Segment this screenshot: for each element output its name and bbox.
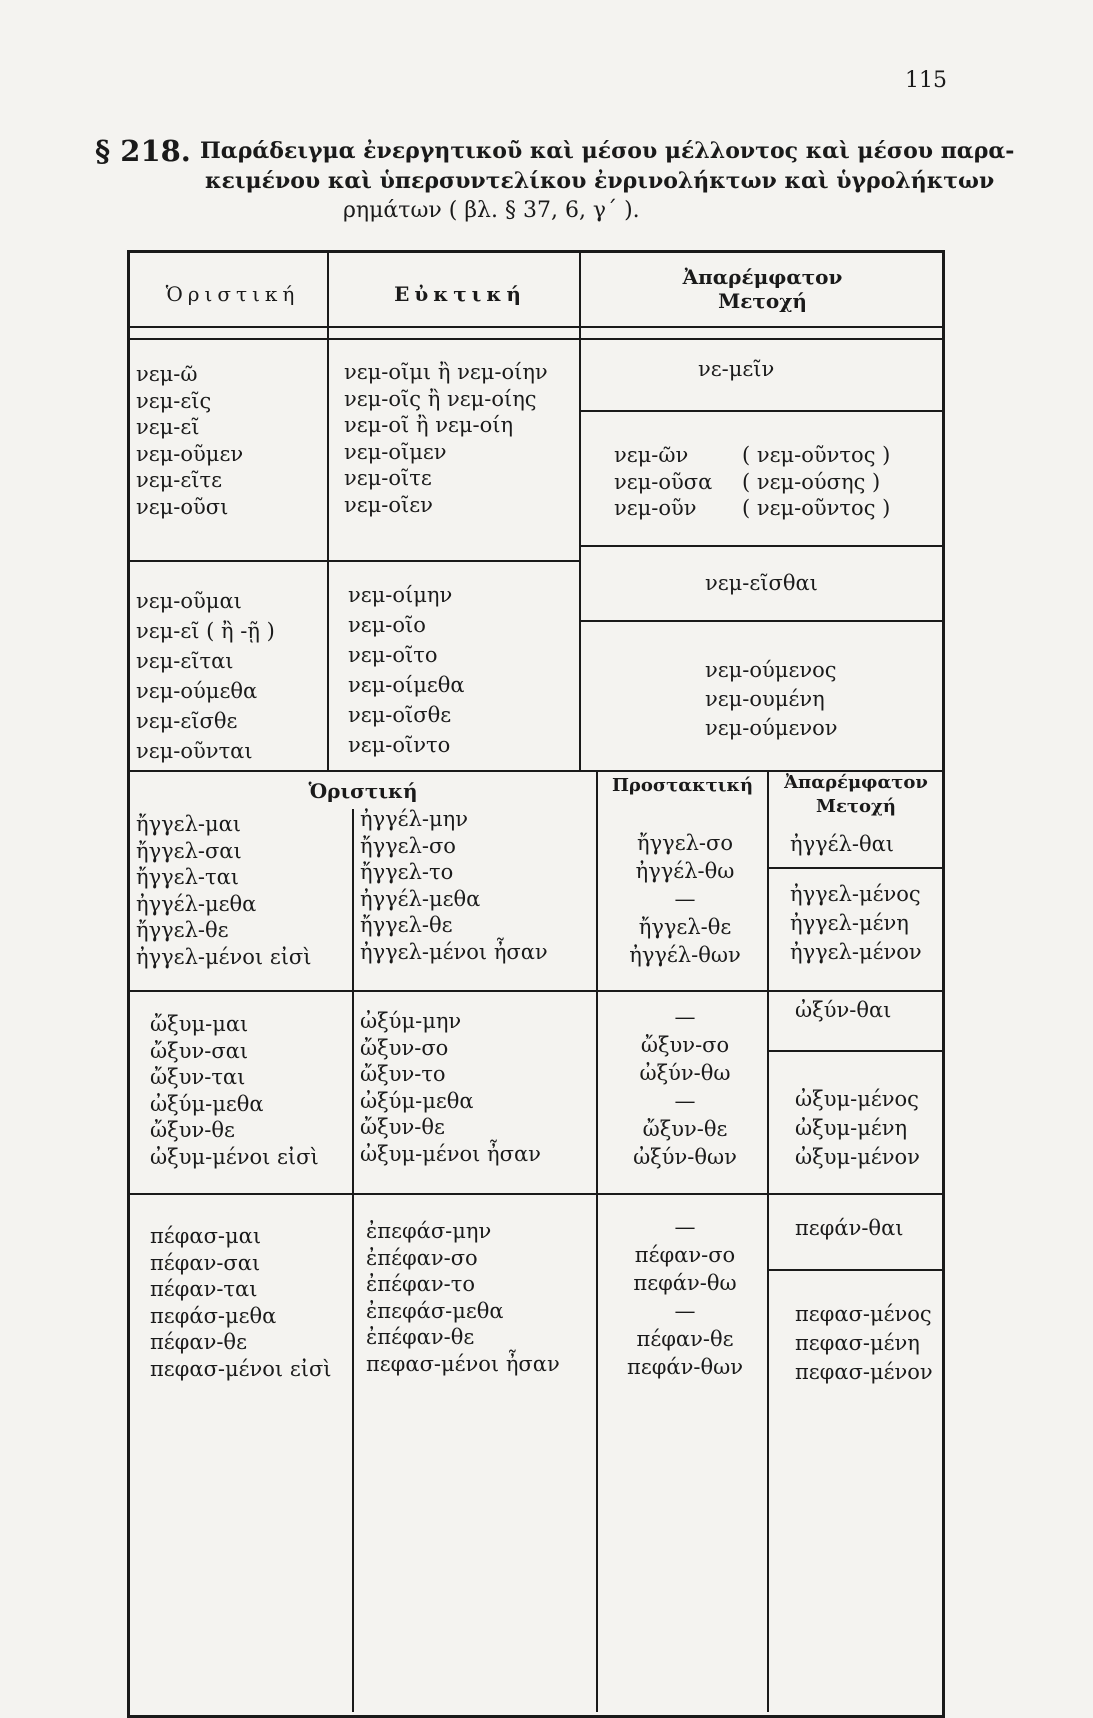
form: νεμ-οῦμαι — [136, 589, 242, 613]
form: ἠγγελ-μένοι εἰσὶ — [136, 944, 312, 969]
form: νεμ-οῦμεν — [136, 441, 244, 466]
form: νεμ-οῖεν — [344, 492, 433, 517]
form: νεμ-οίμην — [348, 583, 453, 607]
form: νεμ-οῦν — [614, 496, 697, 520]
form: ὠξύμ-μην — [360, 1009, 462, 1033]
form: ὤξυν-σαι — [150, 1038, 249, 1063]
form: νεμ-οῖο — [348, 613, 426, 637]
form: πεφάν-θων — [627, 1355, 743, 1379]
form: — — [674, 887, 696, 911]
form: ἤγγελ-σο — [360, 833, 456, 858]
form: ἐπέφαν-θε — [366, 1325, 475, 1349]
form: νεμ-ούμεθα — [136, 679, 258, 703]
form: ὠξύμ-μεθα — [150, 1091, 264, 1116]
form: πέφαν-σαι — [150, 1250, 261, 1275]
header-aparemfaton: Ἀπαρέμφατον — [682, 265, 843, 289]
header-metochi: Μετοχή — [718, 289, 807, 313]
form: νεμ-εῖς — [136, 388, 212, 413]
form: — — [674, 1005, 696, 1029]
form: ( νεμ-οῦντος ) — [742, 496, 891, 520]
form: ὠξυμ-μένον — [795, 1145, 920, 1169]
form: νεμ-εῖται — [136, 649, 234, 673]
header-prostaktiki: Προστακτική — [611, 775, 754, 796]
perfect-block-1-indicative — [136, 811, 312, 970]
perfect-block-1-participle — [790, 880, 922, 967]
form: ὠξύμ-μεθα — [360, 1088, 474, 1113]
heading-line-1: Παράδειγμα ἐνεργητικοῦ καὶ μέσου μέλλοντος καὶ μέσου παρα- — [200, 138, 1015, 164]
form: ὤξυν-θε — [642, 1117, 728, 1141]
future-active-indicative — [136, 361, 243, 520]
form: ( νεμ-ούσης ) — [742, 469, 881, 494]
form: νεμ-οῖ ἢ νεμ-οίη — [344, 413, 514, 437]
perfect-block-3-infinitive: πεφάν-θαι — [795, 1216, 904, 1240]
header-oristiki: Ὁριστική — [165, 282, 300, 306]
form: ἠγγέλ-μεθα — [360, 886, 481, 911]
form: ὠξύν-θων — [633, 1145, 737, 1169]
form: ὤξυν-θε — [150, 1118, 235, 1142]
form: ὤξυν-το — [360, 1062, 446, 1086]
form: ὠξυμ-μένος — [795, 1087, 919, 1111]
perfect-block-1-imperative — [620, 801, 750, 969]
form: νεμ-οῖτο — [348, 643, 438, 667]
form: πεφασ-μένοι ἦσαν — [366, 1351, 560, 1376]
future-middle-participle — [705, 656, 838, 743]
form: ὤξυμ-μαι — [150, 1012, 249, 1036]
form: νεμ-οῖμι ἢ νεμ-οίην — [344, 360, 548, 384]
heading-line-2: κειμένου καὶ ὑπερσυντελίκου ἐνρινολήκτων καὶ ὑγρολήκτων — [205, 168, 995, 194]
form: ἐπέφαν-σο — [366, 1245, 478, 1270]
form: ἤγγελ-ται — [136, 865, 240, 889]
form: ( νεμ-οῦντος ) — [742, 443, 891, 467]
form — [620, 801, 750, 829]
form: ὤξυν-σο — [640, 1033, 730, 1057]
form: νεμ-ῶ — [136, 362, 198, 386]
perfect-block-3-participle — [795, 1300, 933, 1387]
form: πεφασ-μένοι εἰσὶ — [150, 1356, 332, 1381]
form: ὠξυμ-μένοι ἦσαν — [360, 1141, 541, 1166]
future-middle-optative — [348, 580, 465, 760]
form: νεμ-οίμεθα — [348, 673, 465, 697]
form: ἤγγελ-θε — [136, 918, 229, 942]
perfect-block-3-imperative — [620, 1213, 750, 1381]
form: πέφασ-μαι — [150, 1224, 262, 1248]
form: πεφασ-μένη — [795, 1331, 920, 1355]
form: νεμ-οῦνται — [136, 739, 253, 763]
form: ἤγγελ-σαι — [136, 838, 242, 863]
form: πέφαν-θε — [636, 1327, 734, 1351]
form: ὠξύν-θω — [639, 1061, 731, 1085]
form: — — [674, 1089, 696, 1113]
form: ἐπεφάσ-μεθα — [366, 1298, 504, 1323]
form: νεμ-οῦσα — [614, 469, 713, 494]
heading-line-3: ρημάτων ( βλ. § 37, 6, γ΄ ). — [343, 198, 640, 223]
form: ὠξυμ-μένοι εἰσὶ — [150, 1144, 319, 1169]
form: ἠγγελ-μένον — [790, 940, 922, 964]
future-middle-indicative — [136, 586, 275, 766]
form: ἤγγελ-θε — [360, 913, 453, 937]
future-middle-infinitive: νεμ-εῖσθαι — [705, 571, 818, 595]
form: ὤξυν-θε — [360, 1115, 445, 1139]
perfect-block-2-indicative — [150, 1011, 319, 1170]
form: πεφάσ-μεθα — [150, 1303, 277, 1328]
form: ἠγγέλ-θων — [629, 943, 741, 967]
form: ὤξυν-σο — [360, 1035, 449, 1060]
conjugation-table — [127, 250, 945, 1718]
future-active-participle-genitive — [742, 442, 890, 522]
form: νεμ-οῖτε — [344, 466, 432, 490]
form: ἤγγελ-θε — [638, 915, 732, 939]
form: — — [674, 1215, 696, 1239]
section-number: § 218. — [95, 134, 191, 168]
perfect-block-3-indicative — [150, 1223, 332, 1382]
form: ἠγγελ-μένοι ἦσαν — [360, 939, 548, 964]
form: ἠγγελ-μένη — [790, 911, 909, 935]
form: ἠγγέλ-μεθα — [136, 891, 257, 916]
form: ἠγγέλ-θω — [635, 859, 735, 883]
perfect-block-3-pluperfect — [366, 1218, 560, 1377]
perfect-block-2-imperative — [620, 1003, 750, 1171]
future-active-optative — [344, 359, 548, 518]
form: νεμ-εῖσθε — [136, 709, 238, 733]
form: ἤγγελ-μαι — [136, 812, 242, 836]
form: ἠγγελ-μένος — [790, 882, 921, 906]
form: νεμ-εῖτε — [136, 468, 222, 492]
form: ἠγγέλ-μην — [360, 807, 468, 831]
form: πέφαν-ται — [150, 1277, 258, 1301]
form: νεμ-ούμενον — [705, 716, 838, 740]
form: ὤξυν-ται — [150, 1065, 246, 1089]
header-efktiki: Εὐκτική — [394, 282, 526, 306]
future-active-infinitive: νε-μεῖν — [698, 357, 775, 381]
form: νεμ-οῖντο — [348, 733, 451, 757]
perfect-block-1-pluperfect — [360, 806, 548, 965]
form: πεφασ-μένον — [795, 1360, 933, 1384]
form: νεμ-ουμένη — [705, 687, 825, 711]
header-oristiki-perfect: Ὁριστική — [308, 779, 418, 803]
perfect-block-2-infinitive: ὠξύν-θαι — [795, 998, 892, 1022]
future-active-participle — [614, 442, 712, 522]
form: νεμ-οῦσι — [136, 494, 229, 519]
form: ἤγγελ-σο — [637, 831, 733, 855]
perfect-block-2-pluperfect — [360, 1008, 541, 1167]
perfect-block-2-participle — [795, 1085, 920, 1172]
form: νεμ-ούμενος — [705, 658, 837, 682]
form: πέφαν-θε — [150, 1330, 247, 1354]
page-number: 115 — [905, 68, 947, 93]
form: νεμ-οῖμεν — [344, 439, 447, 464]
form: ἐπέφαν-το — [366, 1272, 475, 1296]
form: νεμ-οῖσθε — [348, 703, 452, 727]
form: νεμ-οῖς ἢ νεμ-οίης — [344, 386, 537, 411]
form: νεμ-εῖ ( ἢ -ῇ ) — [136, 619, 275, 643]
form: πεφασ-μένος — [795, 1302, 932, 1326]
form: ὠξυμ-μένη — [795, 1116, 908, 1140]
form: πεφάν-θω — [633, 1271, 737, 1295]
form: νεμ-ῶν — [614, 443, 689, 467]
form: νεμ-εῖ — [136, 415, 200, 439]
header-metochi-perfect: Μετοχή — [816, 796, 896, 817]
form: πέφαν-σο — [634, 1243, 736, 1267]
header-aparemfaton-perfect: Ἀπαρέμφατον — [784, 772, 928, 793]
form: ἐπεφάσ-μην — [366, 1219, 492, 1243]
form: — — [674, 1299, 696, 1323]
perfect-block-1-infinitive: ἠγγέλ-θαι — [790, 832, 895, 856]
form: ἤγγελ-το — [360, 860, 454, 884]
